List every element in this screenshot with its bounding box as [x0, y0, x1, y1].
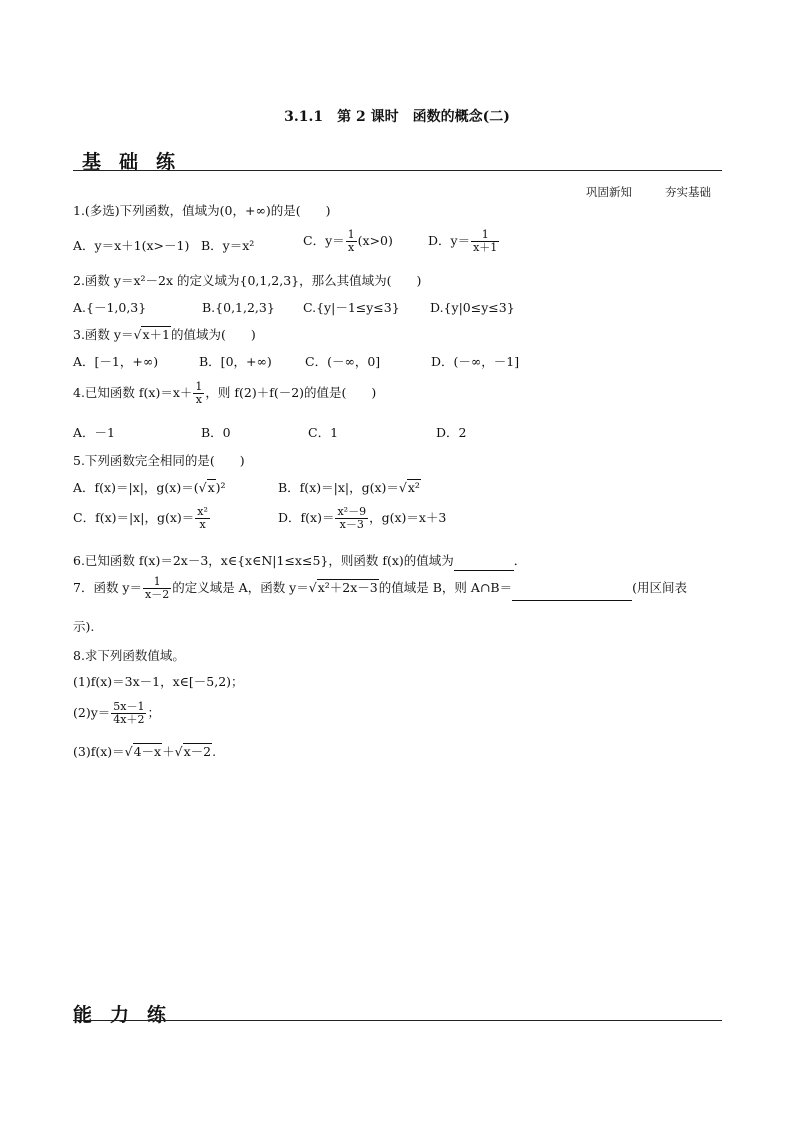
question-7-suffix: 的值域是 B，则 A∩B＝	[378, 580, 513, 596]
option-d-prefix: D．y＝	[428, 233, 471, 249]
fraction-numerator: x²－9	[337, 505, 367, 518]
subtitle-left: 巩固新知	[586, 185, 632, 199]
fraction	[335, 506, 368, 531]
question-2-stem: 2.函数 y＝x²－2x 的定义域为{0,1,2,3}，那么其值域为( )	[73, 273, 422, 288]
fraction	[346, 229, 357, 254]
option-d-suffix: ，g(x)＝x＋3	[369, 510, 447, 526]
question-2-option-c: C.{y|－1≤y≤3}	[303, 300, 400, 315]
question-3-option-b: B．[0，+∞)	[199, 354, 272, 369]
fraction-numerator: 1	[471, 229, 499, 242]
question-4-option-d: D．2	[436, 425, 467, 440]
option-a-prefix: A．f(x)＝|x|，g(x)＝(	[73, 480, 199, 495]
question-2-option-b: B.{0,1,2,3}	[202, 300, 275, 315]
radicand: 4－x	[133, 744, 162, 759]
fraction	[471, 229, 499, 254]
part-3-prefix: (3)f(x)＝	[73, 744, 125, 759]
option-d-prefix: D．f(x)＝	[278, 510, 335, 526]
question-5-option-d	[278, 506, 446, 531]
question-6-stem: 6.已知函数 f(x)＝2x－3，x∈{x∈N|1≤x≤5}，则函数 f(x)的值域为	[73, 553, 454, 568]
question-4-option-c: C．1	[308, 425, 339, 440]
fraction-numerator: 5x－1	[113, 700, 145, 713]
question-3-option-a: A．[－1，+∞)	[73, 354, 159, 369]
question-6	[73, 550, 526, 571]
option-c-prefix: C．f(x)＝|x|，g(x)＝	[73, 510, 195, 526]
option-b-prefix: B．f(x)＝|x|，g(x)＝	[278, 480, 399, 495]
question-8-stem: 8.求下列函数值域。	[73, 648, 185, 663]
radicand: x－2	[183, 744, 212, 759]
question-1-option-b: B．y＝x²	[201, 238, 255, 253]
stem-prefix: 3.函数 y＝	[73, 327, 134, 342]
radicand: x²	[407, 480, 420, 495]
radicand: x²＋2x－3	[317, 580, 378, 596]
question-8-part-2	[73, 701, 160, 726]
question-7-mid: 的定义域是 A，函数 y＝	[172, 580, 309, 596]
fraction-denominator: x＋1	[473, 241, 498, 255]
question-8-part-1: (1)f(x)＝3x－1，x∈[－5,2)；	[73, 674, 244, 689]
radicand: x＋1	[142, 327, 170, 342]
question-5-option-c	[73, 506, 211, 531]
question-8-part-3: (3)f(x)＝√4－x＋√x－2.	[73, 744, 217, 759]
section-rule-basic	[73, 170, 722, 171]
stem-suffix: 的值域为( )	[170, 327, 256, 342]
part-2-prefix: (2)y＝	[73, 705, 111, 721]
question-7: 7．函数 y＝ $\frac{1}{x-2}$ 的定义域是 A，函数 y＝√x²＋2x－3的值域是 B，则 A∩B＝ (用区间表	[73, 575, 687, 602]
option-c-prefix: C．y＝	[303, 233, 345, 249]
question-5-option-a: A．f(x)＝|x|，g(x)＝(√x)²	[73, 480, 226, 495]
question-7-end: (用区间表	[632, 580, 687, 596]
question-4-option-a: A．－1	[73, 425, 115, 440]
question-2-option-d: D.{y|0≤y≤3}	[430, 300, 515, 315]
fraction	[193, 381, 204, 406]
fraction-denominator: x－3	[339, 518, 364, 532]
question-5-option-b: B．f(x)＝|x|，g(x)＝√x²	[278, 480, 420, 495]
question-2-option-a: A.{－1,0,3}	[73, 300, 147, 315]
question-1-stem: 1.(多选)下列函数，值域为(0，+∞)的是( )	[73, 203, 331, 218]
fraction-numerator: 1	[143, 576, 171, 589]
fraction-denominator: 4x＋2	[113, 713, 145, 727]
question-1-option-d	[428, 229, 500, 254]
question-1-option-a: A．y＝x＋1(x>－1)	[73, 238, 190, 253]
question-7-line2: 示).	[73, 619, 95, 634]
fraction	[111, 701, 146, 726]
question-3-option-c: C．(－∞，0]	[305, 354, 381, 369]
fraction-numerator: 1	[195, 380, 203, 393]
fraction	[143, 576, 171, 601]
question-3-option-d: D．(－∞，－1]	[431, 354, 520, 369]
option-c-suffix: (x>0)	[357, 233, 393, 249]
question-4-stem	[73, 381, 376, 406]
fraction-denominator: x	[195, 393, 202, 407]
stem-prefix: 4.已知函数 f(x)＝x＋	[73, 385, 193, 401]
question-4-option-b: B．0	[201, 425, 231, 440]
question-7-prefix: 7．函数 y＝	[73, 580, 142, 596]
fraction-denominator: x	[348, 241, 355, 255]
question-1-option-c	[303, 229, 393, 254]
section-rule-ability	[73, 1020, 722, 1021]
fraction-denominator: x－2	[145, 588, 170, 602]
fraction-numerator: 1	[347, 228, 355, 241]
part-3-plus: ＋	[162, 744, 175, 759]
part-3-end: .	[212, 744, 217, 759]
question-5-stem: 5.下列函数完全相同的是( )	[73, 453, 245, 468]
option-a-suffix: )²	[215, 480, 226, 495]
question-3-stem: 3.函数 y＝√x＋1的值域为( )	[73, 327, 256, 342]
subtitle-right: 夯实基础	[665, 185, 711, 199]
radicand: x	[207, 480, 215, 495]
section-heading-basic: 基础练	[82, 151, 194, 173]
fraction-numerator: x²	[197, 505, 208, 518]
page-title: 3.1.1 第 2 课时 函数的概念(二)	[284, 109, 510, 125]
fraction-denominator: x	[199, 518, 206, 532]
answer-blank	[512, 580, 632, 601]
part-2-suffix: ；	[147, 705, 160, 721]
fraction	[195, 506, 210, 531]
question-6-end: ．	[513, 553, 527, 568]
stem-suffix: ，则 f(2)＋f(－2)的值是( )	[205, 385, 377, 401]
section-heading-ability: 能力练	[73, 1004, 185, 1026]
answer-blank	[454, 550, 514, 571]
